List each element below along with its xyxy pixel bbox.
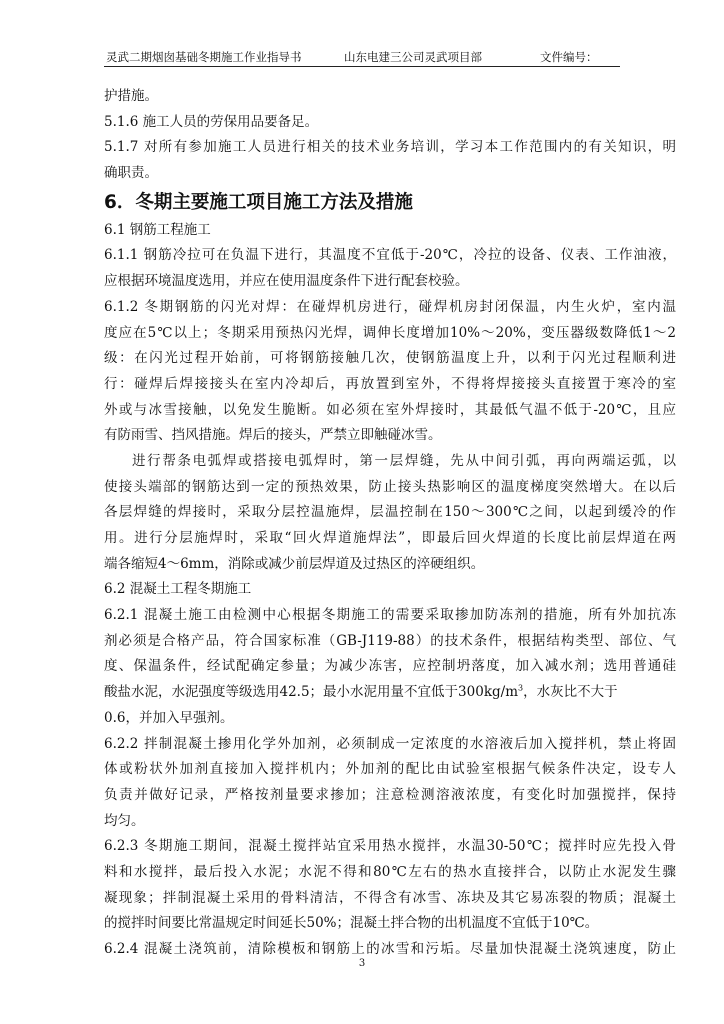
text-line: 外或与冰雪接触，以免发生脆断。如必须在室外焊接时，其最低气温不低于-20℃，且应 xyxy=(104,401,676,418)
superscript-unit: 3 xyxy=(518,683,524,693)
text-line: 负责并做好记录，严格按剂量要求掺加；注意检测溶液浓度，有变化时加强搅拌，保持 xyxy=(104,786,676,803)
text-line: 5.1.6 施工人员的劳保用品要备足。 xyxy=(104,113,319,130)
text-line: 行：碰焊后焊接接头在室内冷却后，再放置到室外，不得将焊接接头直接置于寒冷的室 xyxy=(104,375,676,392)
text-line: 6.2.4 混凝土浇筑前，清除模板和钢筋上的冰雪和污垢。尽量加快混凝土浇筑速度，防止 xyxy=(104,941,676,957)
text-line: 6.1.2 冬期钢筋的闪光对焊：在碰焊机房进行，碰焊机房封闭保温，内生火炉，室内温 xyxy=(104,298,676,315)
text-line: 度应在5℃以上；冬期采用预热闪光焊，调伸长度增加10%～20%，变压器级数降低1～2 xyxy=(104,324,676,341)
text-line: 有防雨雪、挡风措施。焊后的接头，严禁立即触碰冰雪。 xyxy=(104,427,442,444)
text-line: 5.1.7 对所有参加施工人员进行相关的技术业务培训，学习本工作范围内的有关知识，明 xyxy=(104,139,676,156)
text-line: 6.1.1 钢筋冷拉可在负温下进行，其温度不宜低于-20℃，冷拉的设备、仪表、工作油液， xyxy=(104,247,676,264)
text-line xyxy=(104,680,676,706)
text-line: 进行帮条电弧焊或搭接电弧焊时，第一层焊缝，先从中间引弧，再向两端运弧，以 xyxy=(132,452,676,469)
text-line: 级：在闪光过程开始前，可将钢筋接触几次，使钢筋温度上升，以利于闪光过程顺利进 xyxy=(104,350,676,367)
text-line: 6.2.3 冬期施工期间，混凝土搅拌站宜采用热水搅拌，水温30-50℃；搅拌时应先投入骨 xyxy=(104,838,676,855)
text-line: 应根据环境温度选用，并应在使用温度条件下进行配套校验。 xyxy=(104,273,469,290)
text-line: 度、保温条件，经试配确定参量；为减少冻害，应控制坍落度，加入减水剂；选用普通硅 xyxy=(104,658,676,675)
text-line: 的搅拌时间要比常温规定时间延长50%；混凝土拌合物的出机温度不宜低于10℃。 xyxy=(104,915,599,932)
header-doc-title: 灵武二期烟囱基础冬期施工作业指导书 xyxy=(106,50,302,64)
header-doc-number-label: 文件编号： xyxy=(540,50,598,64)
text-line: 各层焊缝的焊接时，采取分层控温施焊，层温控制在150～300℃之间，以起到缓冷的作 xyxy=(104,504,676,521)
page-header xyxy=(104,46,620,67)
subsection-title: 6.1 钢筋工程施工 xyxy=(104,221,211,238)
text-segment: ，水灰比不大于 xyxy=(523,684,618,701)
subsection-title: 6.2 混凝土工程冬期施工 xyxy=(104,581,252,598)
section-heading: 6．冬期主要施工项目施工方法及措施 xyxy=(104,191,413,213)
text-line: 用。进行分层施焊时，采取“回火焊道施焊法”，即最后回火焊道的长度比前层焊道在两 xyxy=(104,530,676,546)
text-line: 6.2.1 混凝土施工由检测中心根据冬期施工的需要采取掺加防冻剂的措施，所有外加抗冻 xyxy=(104,607,676,624)
text-segment: 酸盐水泥，水泥强度等级选用42.5；最小水泥用量不宜低于300kg/m xyxy=(104,684,518,701)
text-line: 凝现象；拌制混凝土采用的骨料清洁，不得含有冰雪、冻块及其它易冻裂的物质；混凝土 xyxy=(104,889,676,906)
text-line: 体或粉状外加剂直接加入搅拌机内；外加剂的配比由试验室根据气候条件决定，设专人 xyxy=(104,761,676,778)
text-line: 剂必须是合格产品，符合国家标准（GB-J119-88）的技术条件，根据结构类型、部位、气 xyxy=(104,632,676,649)
text-line: 护措施。 xyxy=(104,88,158,104)
page-number: 3 xyxy=(358,958,366,969)
text-line: 0.6，并加入早强剂。 xyxy=(104,709,234,726)
text-line: 料和水搅拌，最后投入水泥；水泥不得和80℃左右的热水直接拌合，以防止水泥发生骤 xyxy=(104,863,676,880)
text-line: 端各缩短4～6mm，消除或减少前层焊道及过热区的淬硬组织。 xyxy=(104,555,485,572)
text-line: 6.2.2 拌制混凝土掺用化学外加剂，必须制成一定浓度的水溶液后加入搅拌机，禁止将固 xyxy=(104,735,676,752)
page-body xyxy=(104,84,676,963)
header-company: 山东电建三公司灵武项目部 xyxy=(344,50,482,64)
text-line: 均匀。 xyxy=(104,812,145,829)
text-line: 确职责。 xyxy=(104,165,158,182)
text-line: 使接头端部的钢筋达到一定的预热效果，防止接头热影响区的温度梯度突然增大。在以后 xyxy=(104,478,676,495)
